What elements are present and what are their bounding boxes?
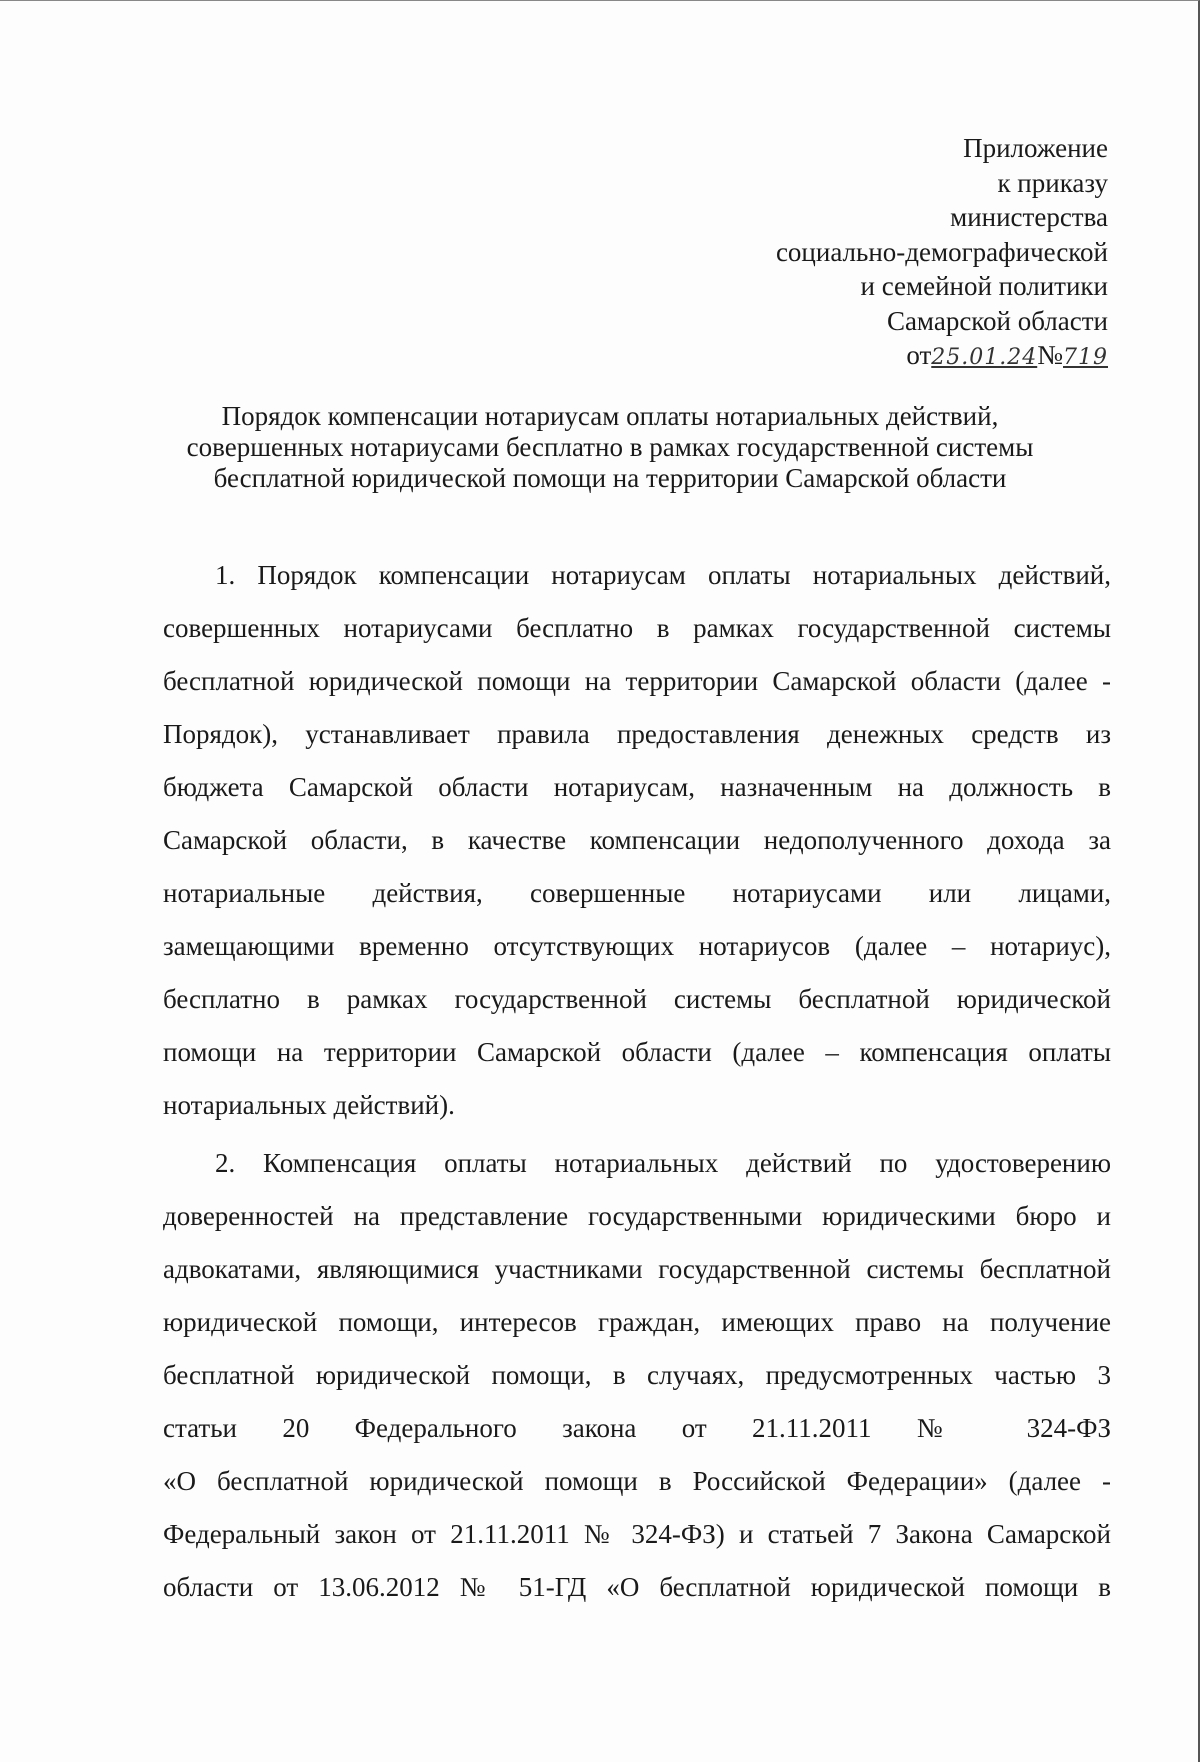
text-line: Самарской области, в качестве компенсации недополученного дохода за: [163, 825, 1111, 855]
appendix-header: [776, 131, 1108, 376]
text-line: помощи на территории Самарской области (далее – компенсация оплаты: [163, 1037, 1111, 1067]
text-line: Федеральный закон от 21.11.2011 № 324-ФЗ) и статьей 7 Закона Самарской: [163, 1519, 1111, 1549]
document-body: [163, 549, 1111, 1614]
text-line: совершенных нотариусами бесплатно в рамках государственной системы: [163, 613, 1111, 643]
text-line: адвокатами, являющимися участниками государственной системы бесплатной: [163, 1254, 1111, 1284]
title-line: совершенных нотариусами бесплатно в рамках государственной системы: [186, 432, 1034, 462]
header-line: социально-демографической: [775, 236, 1108, 267]
text-line: области от 13.06.2012 № 51-ГД «О бесплатной юридической помощи в: [163, 1572, 1111, 1602]
date-prefix: от: [906, 340, 932, 370]
number-prefix: №: [1037, 340, 1063, 370]
text-line: нотариальные действия, совершенные нотариусами или лицами,: [163, 878, 1111, 908]
text-line: бесплатно в рамках государственной системы бесплатной юридической: [163, 984, 1111, 1014]
text-line: замещающими временно отсутствующих нотариусов (далее – нотариус),: [163, 931, 1111, 961]
text-line: нотариальных действий).: [163, 1090, 455, 1120]
text-line: «О бесплатной юридической помощи в Российской Федерации» (далее -: [163, 1466, 1111, 1496]
document-title: [140, 401, 1080, 494]
title-line: бесплатной юридической помощи на территории Самарской области: [213, 463, 1007, 493]
text-line: бесплатной юридической помощи, в случаях, предусмотренных частью 3: [163, 1360, 1111, 1390]
handwritten-date: 25.01.24: [931, 345, 1038, 370]
header-line: министерства: [950, 202, 1108, 232]
title-line: Порядок компенсации нотариусам оплаты нотариальных действий,: [221, 401, 999, 431]
text-line: бесплатной юридической помощи на территории Самарской области (далее -: [163, 666, 1111, 696]
header-line: Самарской области: [886, 305, 1108, 336]
text-line: Порядок), устанавливает правила предоставления денежных средств из: [163, 719, 1111, 749]
paragraph-1: [163, 549, 1111, 1132]
text-line: доверенностей на представление государственными юридическими бюро и: [163, 1201, 1111, 1231]
text-line: 1. Порядок компенсации нотариусам оплаты нотариальных действий,: [215, 560, 1111, 590]
header-line: и семейной политики: [860, 271, 1108, 301]
header-line: к приказу: [997, 167, 1108, 198]
text-line: 2. Компенсация оплаты нотариальных действий по удостоверению: [215, 1148, 1111, 1178]
handwritten-number: 719: [1063, 345, 1108, 370]
text-line: статьи 20 Федерального закона от 21.11.2011 № 324-ФЗ: [163, 1413, 1111, 1443]
text-line: юридической помощи, интересов граждан, имеющих право на получение: [163, 1307, 1111, 1337]
text-line: бюджета Самарской области нотариусам, назначенным на должность в: [163, 772, 1111, 802]
paragraph-2: [163, 1137, 1111, 1614]
header-line: Приложение: [963, 133, 1108, 163]
order-date-number: [776, 338, 1108, 376]
